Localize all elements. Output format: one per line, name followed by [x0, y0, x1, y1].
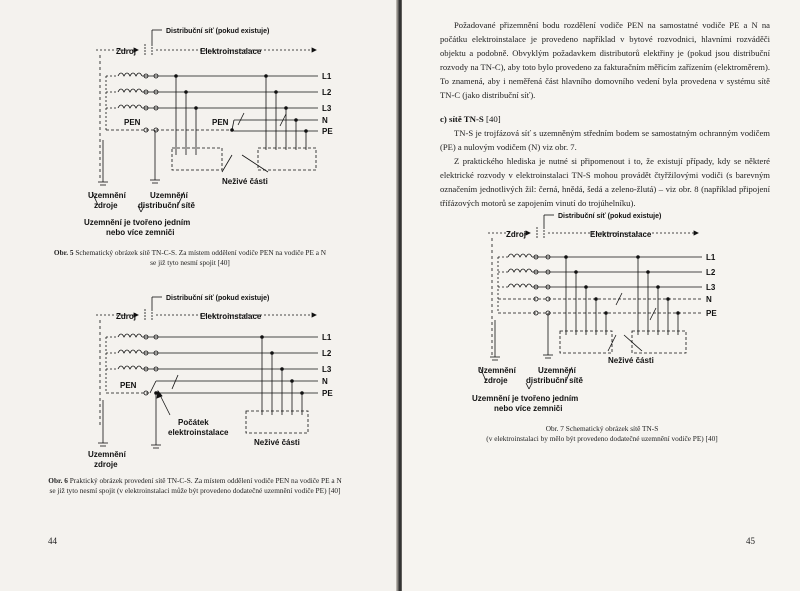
- fig5-earth-source-1: Uzemnění: [88, 191, 126, 200]
- fig7-distribution-label: Distribuční síť (pokud existuje): [558, 213, 662, 220]
- paragraph-1: Požadované přizemnění bodu rozdělení vodiče PEN na samostatné vodiče PE a N na počátku elektroinstalace je provedeno například v bytové rozvodnici, hlavními rozváděči objektu a podobně. Obvyklým požadavkem distributorů elektřiny je (pokud jsou distribuční rozvody na TN-C), aby toto bylo provedeno za fakturačním měřicím zařízením (elektroměrem). To znamená, aby i neměřená část hlavního domovního vedení byla provedena v systému sítě TN-C (jako distribuční síť).: [440, 20, 770, 100]
- fig6-dead-parts: Neživé části: [254, 438, 300, 447]
- fig5-dead-parts: Neživé části: [222, 177, 268, 186]
- fig6-N: N: [322, 377, 328, 386]
- fig5-earth-note-2: nebo více zemniči: [106, 228, 175, 237]
- section-heading-tns: [440, 114, 501, 124]
- fig5-earth-source-2: zdroje: [94, 201, 118, 210]
- fig6-installation-label: Elektroinstalace: [200, 312, 262, 321]
- fig6-pen: PEN: [120, 381, 137, 390]
- fig6-L3: L3: [322, 365, 332, 374]
- paragraph-2: TN-S je trojfázová síť s uzemněným středním bodem se samostatným ochranným vodičem (PE) a nulovým vodičem (N) viz obr. 7.: [440, 128, 770, 152]
- heading-ref: [40]: [486, 114, 501, 124]
- fig6-source-label: Zdroj: [116, 312, 136, 321]
- figure-6-diagram: [0, 285, 398, 475]
- fig7-caption-line1: Obr. 7 Schematický obrázek sítě TN-S: [545, 424, 659, 433]
- fig5-source-label: Zdroj: [116, 47, 136, 56]
- fig5-PE: PE: [322, 127, 333, 136]
- fig5-pen-b: PEN: [212, 118, 229, 127]
- fig5-caption-label: Obr. 5: [53, 248, 74, 257]
- fig5-caption-line2: se již tyto nesmí spojit [40]: [150, 258, 230, 267]
- paragraph-3: Z praktického hlediska je nutné si připomenout i to, že existují případy, kdy se některé elektrické rozvody v elektroinstalaci TN-S mohou provádět čtyřžilovými vodiči (s barevným označením jednotlivých žil: černá, hnědá, šedá a zeleno-žlutá) – viz obr. 8 (například připojení třífázových motorů se zapojením vinutí do trojúhelníku).: [440, 156, 770, 208]
- fig5-earth-dist-2: distribuční sítě: [138, 201, 195, 210]
- fig5-L3: L3: [322, 104, 332, 113]
- page-number-left: 44: [48, 536, 57, 546]
- fig5-earth-dist-1: Uzemnění: [150, 191, 188, 200]
- fig7-L2: L2: [706, 268, 716, 277]
- right-page: [402, 0, 800, 591]
- fig6-start-2: elektroinstalace: [168, 428, 229, 437]
- fig5-N: N: [322, 116, 328, 125]
- fig7-earth-dist-1: Uzemnění: [538, 366, 576, 375]
- fig6-caption-line1: Praktický obrázek provedení sítě TN-C-S. Za místem oddělení vodiče PEN na vodiče PE a N: [69, 476, 342, 485]
- fig7-L1: L1: [706, 253, 716, 262]
- fig6-distribution-label: Distribuční síť (pokud existuje): [166, 295, 270, 302]
- fig7-caption-line2: (v elektroinstalaci by mělo být provedeno dodatečné uzemnění vodiče PE) [40]: [486, 434, 718, 443]
- fig7-earth-note-1: Uzemnění je tvořeno jedním: [472, 394, 579, 403]
- fig5-distribution-label: Distribuční síť (pokud existuje): [166, 28, 270, 35]
- figure-5-caption: [40, 248, 340, 268]
- fig6-start-1: Počátek: [178, 418, 209, 427]
- fig6-L1: L1: [322, 333, 332, 342]
- figure-7-caption: [442, 424, 762, 444]
- fig5-caption-line1: Schematický obrázek sítě TN-C-S. Za místem oddělení vodiče PEN na vodiče PE a N: [75, 248, 327, 257]
- figure-7-diagram: [402, 205, 800, 425]
- fig7-earth-source-2: zdroje: [484, 376, 508, 385]
- fig5-L1: L1: [322, 72, 332, 81]
- fig7-installation-label: Elektroinstalace: [590, 230, 652, 239]
- fig7-earth-dist-2: distribuční sítě: [526, 376, 583, 385]
- fig7-source-label: Zdroj: [506, 230, 526, 239]
- fig6-earth-source-2: zdroje: [94, 460, 118, 469]
- fig7-dead-parts: Neživé části: [608, 356, 654, 365]
- fig6-L2: L2: [322, 349, 332, 358]
- fig7-earth-note-2: nebo více zemniči: [494, 404, 563, 413]
- fig7-earth-source-1: Uzemnění: [478, 366, 516, 375]
- fig6-caption-line2: se již tyto nesmí spojit (v elektroinstalaci může být provedeno dodatečné uzemnění vodiče PE) [40]: [49, 486, 341, 495]
- fig6-caption-label: Obr. 6: [48, 476, 68, 485]
- fig5-L2: L2: [322, 88, 332, 97]
- fig5-earth-note-1: Uzemnění je tvořeno jedním: [84, 218, 191, 227]
- fig7-L3: L3: [706, 283, 716, 292]
- figure-5-diagram: [0, 0, 398, 250]
- fig5-installation-label: Elektroinstalace: [200, 47, 262, 56]
- figure-6-caption: [30, 476, 360, 496]
- fig7-N: N: [706, 295, 712, 304]
- fig6-earth-source-1: Uzemnění: [88, 450, 126, 459]
- fig6-PE: PE: [322, 389, 333, 398]
- heading-bold: c) sítě TN-S: [440, 114, 484, 124]
- left-page: [0, 0, 398, 591]
- fig7-PE: PE: [706, 309, 717, 318]
- page-number-right: 45: [746, 536, 755, 546]
- fig5-pen-a: PEN: [124, 118, 141, 127]
